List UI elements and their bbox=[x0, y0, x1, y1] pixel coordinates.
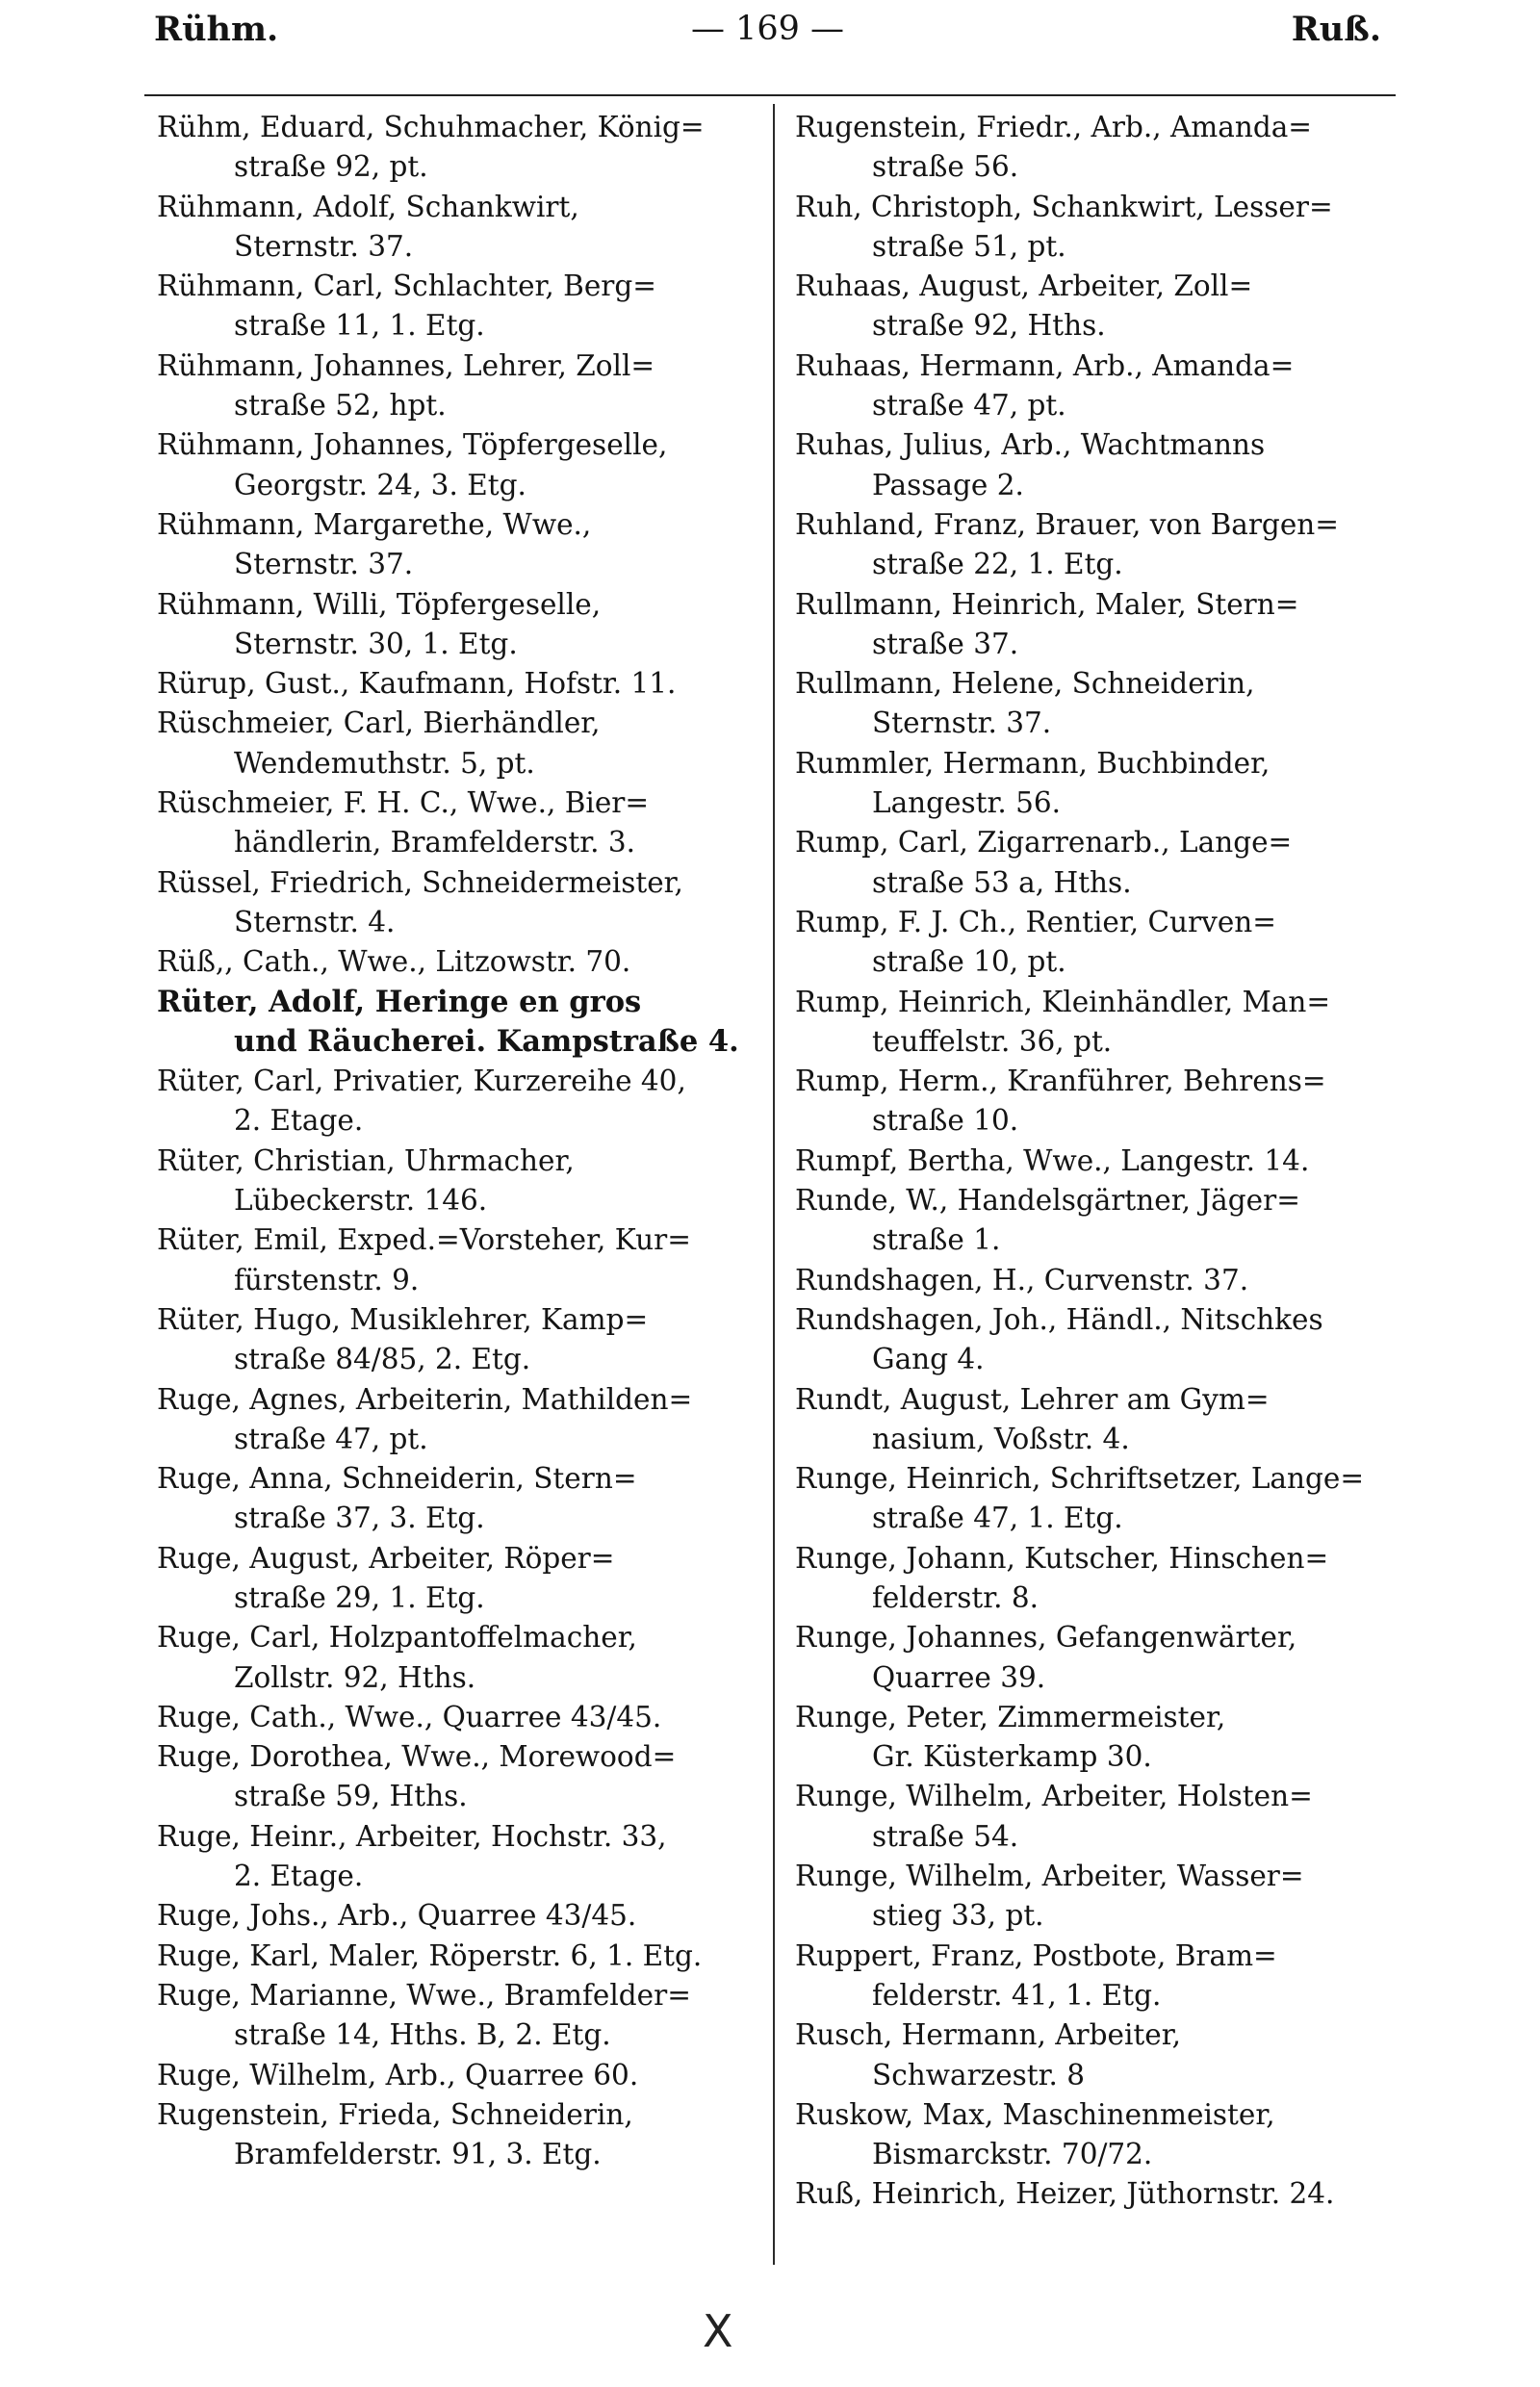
directory-entry bbox=[795, 823, 1387, 903]
directory-entry bbox=[795, 2015, 1387, 2095]
entry-continuation: straße 92, pt. bbox=[234, 150, 428, 184]
entry-line: Ruskow, Max, Maschinenmeister, bbox=[795, 2097, 1275, 2131]
entry-line: Ruge, Dorothea, Wwe., Morewood= bbox=[157, 1740, 677, 1774]
header-right-keyword: Ruß. bbox=[1291, 10, 1381, 49]
directory-entry bbox=[795, 1539, 1387, 1619]
directory-entry bbox=[157, 1698, 749, 1737]
directory-entry bbox=[795, 983, 1387, 1063]
entry-continuation: straße 47, pt. bbox=[234, 1422, 428, 1455]
entry-line: Rüter, Emil, Exped.=Vorsteher, Kur= bbox=[157, 1223, 691, 1257]
entry-continuation: Sternstr. 4. bbox=[234, 905, 396, 938]
entry-line: Ruge, Agnes, Arbeiterin, Mathilden= bbox=[157, 1382, 693, 1416]
directory-entry bbox=[795, 1777, 1387, 1857]
directory-entry bbox=[157, 863, 749, 943]
entry-line: Ruge, Anna, Schneiderin, Stern= bbox=[157, 1462, 637, 1496]
entry-line: Rump, F. J. Ch., Rentier, Curven= bbox=[795, 905, 1276, 938]
entry-line: Ruß, Heinrich, Heizer, Jüthornstr. 24. bbox=[795, 2177, 1335, 2211]
entry-continuation: Bramfelderstr. 91, 3. Etg. bbox=[234, 2138, 602, 2171]
column-divider bbox=[773, 104, 775, 2265]
entry-line: Rüter, Adolf, Heringe en gros bbox=[157, 984, 642, 1019]
directory-entry bbox=[157, 585, 749, 665]
entry-line: Rullmann, Heinrich, Maler, Stern= bbox=[795, 587, 1299, 621]
left-column bbox=[157, 108, 749, 2174]
entry-line: Rugenstein, Friedr., Arb., Amanda= bbox=[795, 111, 1313, 143]
entry-continuation: Lübeckerstr. 146. bbox=[234, 1184, 488, 1218]
entry-line: Rullmann, Helene, Schneiderin, bbox=[795, 667, 1255, 701]
entry-continuation: felderstr. 8. bbox=[872, 1580, 1040, 1614]
entry-continuation: straße 51, pt. bbox=[872, 229, 1066, 263]
directory-entry bbox=[157, 1817, 749, 1897]
entry-continuation: straße 37, 3. Etg. bbox=[234, 1502, 485, 1535]
entry-continuation: straße 52, hpt. bbox=[234, 389, 447, 423]
entry-continuation: Langestr. 56. bbox=[872, 786, 1062, 820]
entry-line: Rundshagen, Joh., Händl., Nitschkes bbox=[795, 1302, 1323, 1336]
entry-line: Ruge, Cath., Wwe., Quarree 43/45. bbox=[157, 1700, 662, 1733]
entry-line: Ruh, Christoph, Schankwirt, Lesser= bbox=[795, 190, 1333, 223]
entry-line: Rundt, August, Lehrer am Gym= bbox=[795, 1382, 1270, 1416]
entry-continuation: straße 54. bbox=[872, 1819, 1019, 1853]
directory-entry bbox=[157, 1896, 749, 1936]
directory-entry bbox=[157, 505, 749, 585]
directory-entry bbox=[795, 2095, 1387, 2175]
entry-continuation: straße 47, pt. bbox=[872, 389, 1066, 423]
entry-line: Runge, Wilhelm, Arbeiter, Wasser= bbox=[795, 1860, 1304, 1893]
directory-entry bbox=[157, 1976, 749, 2056]
entry-continuation: fürstenstr. 9. bbox=[234, 1263, 420, 1296]
entry-line: Ruge, August, Arbeiter, Röper= bbox=[157, 1541, 615, 1575]
entry-line: Rugenstein, Frieda, Schneiderin, bbox=[157, 2097, 633, 2131]
entry-line: Runde, W., Handelsgärtner, Jäger= bbox=[795, 1184, 1300, 1218]
directory-entry bbox=[795, 744, 1387, 824]
entry-continuation: und Räucherei. Kampstraße 4. bbox=[234, 1023, 739, 1059]
directory-entry bbox=[795, 1062, 1387, 1142]
directory-entry bbox=[157, 425, 749, 505]
entry-continuation: straße 84/85, 2. Etg. bbox=[234, 1343, 531, 1376]
directory-entry bbox=[795, 1857, 1387, 1937]
directory-entry bbox=[795, 346, 1387, 426]
directory-entry bbox=[157, 1380, 749, 1460]
entry-line: Rühmann, Adolf, Schankwirt, bbox=[157, 190, 579, 223]
entry-continuation: straße 29, 1. Etg. bbox=[234, 1580, 485, 1614]
entry-line: Rühmann, Johannes, Lehrer, Zoll= bbox=[157, 348, 655, 382]
entry-continuation: 2. Etage. bbox=[234, 1860, 364, 1893]
entry-line: Runge, Johannes, Gefangenwärter, bbox=[795, 1621, 1297, 1655]
entry-continuation: straße 47, 1. Etg. bbox=[872, 1502, 1123, 1535]
entry-line: Ruhaas, Hermann, Arb., Amanda= bbox=[795, 348, 1295, 382]
entry-continuation: straße 14, Hths. B, 2. Etg. bbox=[234, 2018, 611, 2052]
entry-line: Rüschmeier, F. H. C., Wwe., Bier= bbox=[157, 786, 650, 820]
directory-entry bbox=[157, 664, 749, 704]
directory-entry bbox=[795, 585, 1387, 665]
entry-continuation: straße 53 a, Hths. bbox=[872, 865, 1132, 899]
directory-entry bbox=[795, 1261, 1387, 1300]
entry-continuation: straße 11, 1. Etg. bbox=[234, 309, 485, 343]
entry-line: Rump, Heinrich, Kleinhändler, Man= bbox=[795, 985, 1331, 1018]
entry-continuation: Bismarckstr. 70/72. bbox=[872, 2138, 1153, 2171]
entry-continuation: Georgstr. 24, 3. Etg. bbox=[234, 468, 526, 501]
entry-continuation: stieg 33, pt. bbox=[872, 1899, 1044, 1933]
entry-continuation: Quarree 39. bbox=[872, 1660, 1046, 1694]
page-header bbox=[154, 10, 1381, 58]
directory-entry bbox=[795, 1380, 1387, 1460]
entry-line: Rüssel, Friedrich, Schneidermeister, bbox=[157, 865, 683, 899]
directory-entry bbox=[157, 783, 749, 863]
directory-entry bbox=[795, 188, 1387, 268]
entry-line: Rummler, Hermann, Buchbinder, bbox=[795, 746, 1270, 780]
entry-line: Runge, Wilhelm, Arbeiter, Holsten= bbox=[795, 1780, 1313, 1813]
entry-continuation: händlerin, Bramfelderstr. 3. bbox=[234, 826, 636, 860]
entry-line: Ruge, Carl, Holzpantoffelmacher, bbox=[157, 1621, 637, 1655]
entry-line: Rühmann, Johannes, Töpfergeselle, bbox=[157, 428, 668, 462]
directory-entry bbox=[157, 346, 749, 426]
directory-entry bbox=[157, 983, 749, 1063]
entry-line: Rühmann, Margarethe, Wwe., bbox=[157, 507, 592, 541]
header-divider bbox=[144, 94, 1396, 96]
directory-entry bbox=[795, 108, 1387, 188]
entry-line: Runge, Peter, Zimmermeister, bbox=[795, 1700, 1226, 1733]
entry-line: Ruge, Heinr., Arbeiter, Hochstr. 33, bbox=[157, 1819, 667, 1853]
entry-continuation: Sternstr. 37. bbox=[234, 229, 414, 263]
entry-line: Rump, Carl, Zigarrenarb., Lange= bbox=[795, 826, 1293, 860]
directory-entry bbox=[795, 425, 1387, 505]
entry-continuation: straße 37. bbox=[872, 627, 1019, 660]
entry-continuation: straße 22, 1. Etg. bbox=[872, 548, 1123, 581]
entry-line: Rundshagen, H., Curvenstr. 37. bbox=[795, 1263, 1249, 1296]
entry-continuation: nasium, Voßstr. 4. bbox=[872, 1422, 1130, 1455]
entry-continuation: teuffelstr. 36, pt. bbox=[872, 1024, 1113, 1058]
directory-entry bbox=[157, 2095, 749, 2175]
directory-entry bbox=[157, 1618, 749, 1698]
directory-entry bbox=[157, 188, 749, 268]
directory-entry bbox=[157, 942, 749, 982]
entry-line: Rürup, Gust., Kaufmann, Hofstr. 11. bbox=[157, 667, 677, 701]
directory-entry bbox=[795, 1142, 1387, 1181]
entry-line: Rühmann, Willi, Töpfergeselle, bbox=[157, 587, 602, 621]
entry-continuation: Gang 4. bbox=[872, 1343, 985, 1376]
directory-entry bbox=[795, 1937, 1387, 2016]
entry-continuation: felderstr. 41, 1. Etg. bbox=[872, 1978, 1162, 2012]
entry-continuation: Gr. Küsterkamp 30. bbox=[872, 1740, 1152, 1774]
entry-line: Ruppert, Franz, Postbote, Bram= bbox=[795, 1938, 1277, 1972]
directory-entry bbox=[157, 1539, 749, 1619]
directory-entry bbox=[795, 1300, 1387, 1380]
entry-line: Rumpf, Bertha, Wwe., Langestr. 14. bbox=[795, 1143, 1310, 1177]
entry-line: Ruhas, Julius, Arb., Wachtmanns bbox=[795, 428, 1266, 462]
directory-entry bbox=[157, 1300, 749, 1380]
directory-entry bbox=[157, 108, 749, 188]
entry-continuation: straße 1. bbox=[872, 1223, 1001, 1257]
entry-continuation: Sternstr. 37. bbox=[234, 548, 414, 581]
entry-line: Rüß,, Cath., Wwe., Litzowstr. 70. bbox=[157, 945, 631, 979]
entry-continuation: Schwarzestr. 8 bbox=[872, 2058, 1086, 2092]
entry-continuation: Sternstr. 37. bbox=[872, 706, 1052, 740]
entry-line: Rüschmeier, Carl, Bierhändler, bbox=[157, 706, 601, 740]
directory-entry bbox=[795, 267, 1387, 346]
directory-entry bbox=[795, 1698, 1387, 1778]
entry-continuation: straße 56. bbox=[872, 150, 1019, 184]
entry-line: Rüter, Carl, Privatier, Kurzereihe 40, bbox=[157, 1065, 686, 1098]
entry-continuation: straße 92, Hths. bbox=[872, 309, 1106, 343]
entry-line: Ruhaas, August, Arbeiter, Zoll= bbox=[795, 270, 1253, 303]
entry-line: Runge, Heinrich, Schriftsetzer, Lange= bbox=[795, 1462, 1365, 1496]
entry-line: Rühm, Eduard, Schuhmacher, König= bbox=[157, 111, 705, 143]
handwritten-mark: X bbox=[703, 2305, 733, 2357]
entry-line: Runge, Johann, Kutscher, Hinschen= bbox=[795, 1541, 1329, 1575]
entry-line: Ruge, Johs., Arb., Quarree 43/45. bbox=[157, 1899, 637, 1933]
entry-line: Rump, Herm., Kranführer, Behrens= bbox=[795, 1065, 1326, 1098]
directory-entry bbox=[157, 1737, 749, 1817]
directory-entry bbox=[795, 903, 1387, 983]
entry-line: Ruge, Marianne, Wwe., Bramfelder= bbox=[157, 1978, 691, 2012]
directory-entry bbox=[157, 267, 749, 346]
directory-entry bbox=[795, 664, 1387, 744]
entry-line: Ruge, Karl, Maler, Röperstr. 6, 1. Etg. bbox=[157, 1938, 703, 1972]
directory-entry bbox=[157, 1142, 749, 1221]
directory-entry bbox=[795, 2174, 1387, 2214]
directory-entry bbox=[157, 1062, 749, 1142]
entry-continuation: straße 10, pt. bbox=[872, 945, 1066, 979]
directory-entry bbox=[157, 1220, 749, 1300]
entry-line: Rusch, Hermann, Arbeiter, bbox=[795, 2018, 1181, 2052]
directory-entry bbox=[157, 704, 749, 783]
entry-continuation: Passage 2. bbox=[872, 468, 1024, 501]
entry-line: Rühmann, Carl, Schlachter, Berg= bbox=[157, 270, 657, 303]
directory-entry bbox=[157, 1937, 749, 1976]
entry-continuation: Sternstr. 30, 1. Etg. bbox=[234, 627, 518, 660]
header-left-keyword: Rühm. bbox=[154, 10, 279, 49]
entry-line: Rüter, Hugo, Musiklehrer, Kamp= bbox=[157, 1302, 649, 1336]
entry-continuation: Zollstr. 92, Hths. bbox=[234, 1660, 476, 1694]
entry-continuation: 2. Etage. bbox=[234, 1104, 364, 1138]
right-column bbox=[795, 108, 1387, 2215]
directory-entry bbox=[795, 505, 1387, 585]
directory-entry bbox=[795, 1459, 1387, 1539]
entry-line: Rüter, Christian, Uhrmacher, bbox=[157, 1143, 575, 1177]
directory-entry bbox=[157, 2056, 749, 2095]
directory-entry bbox=[795, 1181, 1387, 1261]
entry-continuation: straße 10. bbox=[872, 1104, 1019, 1138]
entry-continuation: straße 59, Hths. bbox=[234, 1780, 468, 1813]
directory-entry bbox=[157, 1459, 749, 1539]
entry-line: Ruhland, Franz, Brauer, von Bargen= bbox=[795, 507, 1339, 541]
page-number: — 169 — bbox=[690, 10, 845, 48]
directory-entry bbox=[795, 1618, 1387, 1698]
entry-line: Ruge, Wilhelm, Arb., Quarree 60. bbox=[157, 2058, 639, 2092]
entry-continuation: Wendemuthstr. 5, pt. bbox=[234, 746, 535, 780]
